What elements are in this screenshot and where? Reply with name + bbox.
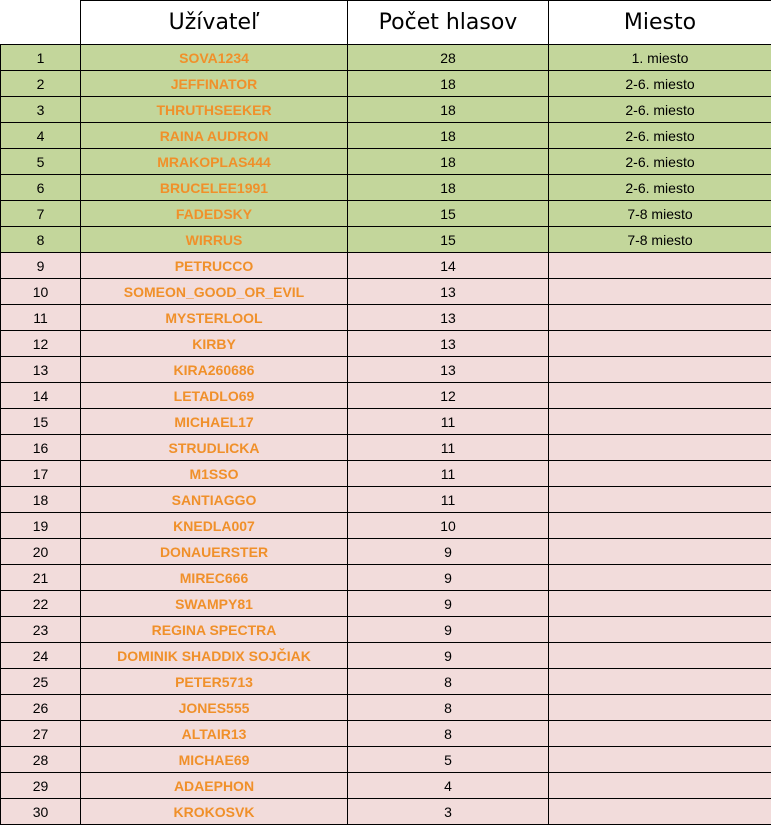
rank-cell: 24 <box>1 643 81 669</box>
username-cell: BRUCELEE1991 <box>81 175 348 201</box>
votes-cell: 13 <box>348 305 549 331</box>
username-cell: FADEDSKY <box>81 201 348 227</box>
username-cell: REGINA SPECTRA <box>81 617 348 643</box>
username-cell: KROKOSVK <box>81 799 348 825</box>
place-cell: 2-6. miesto <box>549 123 771 149</box>
username-cell: THRUTHSEEKER <box>81 97 348 123</box>
votes-cell: 18 <box>348 149 549 175</box>
table-row <box>1 409 771 435</box>
username-cell: MRAKOPLAS444 <box>81 149 348 175</box>
table-row <box>1 123 771 149</box>
rank-cell: 1 <box>1 45 81 71</box>
table-row <box>1 487 771 513</box>
username-cell: SWAMPY81 <box>81 591 348 617</box>
place-cell: 2-6. miesto <box>549 97 771 123</box>
votes-cell: 18 <box>348 97 549 123</box>
rank-cell: 21 <box>1 565 81 591</box>
username-cell: PETER5713 <box>81 669 348 695</box>
header-row <box>1 1 771 45</box>
table-row <box>1 435 771 461</box>
votes-cell: 13 <box>348 357 549 383</box>
table-row <box>1 799 771 825</box>
table-row <box>1 305 771 331</box>
table-row <box>1 747 771 773</box>
votes-cell: 18 <box>348 71 549 97</box>
votes-cell: 8 <box>348 695 549 721</box>
votes-cell: 14 <box>348 253 549 279</box>
rank-cell: 30 <box>1 799 81 825</box>
table-row <box>1 383 771 409</box>
votes-cell: 9 <box>348 617 549 643</box>
place-cell <box>549 617 771 643</box>
username-cell: DONAUERSTER <box>81 539 348 565</box>
results-body <box>1 45 771 825</box>
table-row <box>1 201 771 227</box>
username-cell: SOMEON_GOOD_OR_EVIL <box>81 279 348 305</box>
rank-cell: 27 <box>1 721 81 747</box>
table-row <box>1 45 771 71</box>
table-row <box>1 669 771 695</box>
rank-cell: 5 <box>1 149 81 175</box>
place-cell <box>549 331 771 357</box>
username-cell: MYSTERLOOL <box>81 305 348 331</box>
rank-cell: 22 <box>1 591 81 617</box>
rank-cell: 2 <box>1 71 81 97</box>
table-row <box>1 591 771 617</box>
place-cell <box>549 253 771 279</box>
table-row <box>1 357 771 383</box>
rank-cell: 23 <box>1 617 81 643</box>
username-cell: M1SSO <box>81 461 348 487</box>
rank-cell: 13 <box>1 357 81 383</box>
table-row <box>1 227 771 253</box>
username-cell: ADAEPHON <box>81 773 348 799</box>
place-cell <box>549 565 771 591</box>
username-cell: MICHAE69 <box>81 747 348 773</box>
place-cell <box>549 487 771 513</box>
table-row <box>1 97 771 123</box>
header-votes: Počet hlasov <box>348 1 549 45</box>
table-row <box>1 773 771 799</box>
table-row <box>1 617 771 643</box>
rank-cell: 11 <box>1 305 81 331</box>
votes-cell: 10 <box>348 513 549 539</box>
votes-cell: 9 <box>348 591 549 617</box>
place-cell <box>549 357 771 383</box>
table-row <box>1 539 771 565</box>
table-row <box>1 643 771 669</box>
place-cell <box>549 669 771 695</box>
rank-cell: 6 <box>1 175 81 201</box>
place-cell: 2-6. miesto <box>549 175 771 201</box>
username-cell: STRUDLICKA <box>81 435 348 461</box>
place-cell <box>549 305 771 331</box>
header-user: Užívateľ <box>81 1 348 45</box>
place-cell: 7-8 miesto <box>549 201 771 227</box>
votes-cell: 8 <box>348 721 549 747</box>
votes-cell: 12 <box>348 383 549 409</box>
table-row <box>1 71 771 97</box>
place-cell <box>549 721 771 747</box>
place-cell <box>549 643 771 669</box>
place-cell: 7-8 miesto <box>549 227 771 253</box>
rank-cell: 10 <box>1 279 81 305</box>
votes-cell: 11 <box>348 435 549 461</box>
votes-cell: 4 <box>348 773 549 799</box>
votes-cell: 15 <box>348 227 549 253</box>
votes-cell: 5 <box>348 747 549 773</box>
votes-cell: 8 <box>348 669 549 695</box>
place-cell <box>549 435 771 461</box>
table-row <box>1 695 771 721</box>
place-cell <box>549 695 771 721</box>
place-cell <box>549 279 771 305</box>
username-cell: JEFFINATOR <box>81 71 348 97</box>
rank-cell: 19 <box>1 513 81 539</box>
rank-cell: 9 <box>1 253 81 279</box>
rank-cell: 8 <box>1 227 81 253</box>
place-cell <box>549 383 771 409</box>
place-cell <box>549 409 771 435</box>
votes-cell: 13 <box>348 331 549 357</box>
rank-cell: 17 <box>1 461 81 487</box>
table-row <box>1 721 771 747</box>
votes-cell: 18 <box>348 123 549 149</box>
username-cell: JONES555 <box>81 695 348 721</box>
rank-cell: 28 <box>1 747 81 773</box>
rank-cell: 3 <box>1 97 81 123</box>
votes-cell: 11 <box>348 487 549 513</box>
place-cell <box>549 591 771 617</box>
votes-cell: 15 <box>348 201 549 227</box>
rank-cell: 18 <box>1 487 81 513</box>
rank-cell: 15 <box>1 409 81 435</box>
votes-cell: 9 <box>348 643 549 669</box>
table-row <box>1 175 771 201</box>
username-cell: MICHAEL17 <box>81 409 348 435</box>
username-cell: KIRA260686 <box>81 357 348 383</box>
votes-cell: 13 <box>348 279 549 305</box>
place-cell <box>549 747 771 773</box>
table-row <box>1 461 771 487</box>
username-cell: KNEDLA007 <box>81 513 348 539</box>
username-cell: WIRRUS <box>81 227 348 253</box>
username-cell: LETADLO69 <box>81 383 348 409</box>
table-row <box>1 565 771 591</box>
rank-cell: 26 <box>1 695 81 721</box>
place-cell: 2-6. miesto <box>549 71 771 97</box>
place-cell <box>549 799 771 825</box>
votes-cell: 18 <box>348 175 549 201</box>
votes-cell: 11 <box>348 461 549 487</box>
table-row <box>1 279 771 305</box>
username-cell: SANTIAGGO <box>81 487 348 513</box>
username-cell: MIREC666 <box>81 565 348 591</box>
header-rank-cell <box>1 1 81 45</box>
rank-cell: 20 <box>1 539 81 565</box>
username-cell: RAINA AUDRON <box>81 123 348 149</box>
place-cell: 1. miesto <box>549 45 771 71</box>
username-cell: PETRUCCO <box>81 253 348 279</box>
votes-cell: 9 <box>348 565 549 591</box>
username-cell: SOVA1234 <box>81 45 348 71</box>
place-cell <box>549 513 771 539</box>
place-cell <box>549 539 771 565</box>
rank-cell: 16 <box>1 435 81 461</box>
votes-cell: 9 <box>348 539 549 565</box>
username-cell: KIRBY <box>81 331 348 357</box>
username-cell: ALTAIR13 <box>81 721 348 747</box>
table-row <box>1 253 771 279</box>
rank-cell: 7 <box>1 201 81 227</box>
rank-cell: 14 <box>1 383 81 409</box>
table-row <box>1 331 771 357</box>
place-cell <box>549 461 771 487</box>
username-cell: DOMINIK SHADDIX SOJČIAK <box>81 643 348 669</box>
table-row <box>1 149 771 175</box>
rank-cell: 25 <box>1 669 81 695</box>
table-row <box>1 513 771 539</box>
rank-cell: 4 <box>1 123 81 149</box>
rank-cell: 29 <box>1 773 81 799</box>
place-cell <box>549 773 771 799</box>
place-cell: 2-6. miesto <box>549 149 771 175</box>
rank-cell: 12 <box>1 331 81 357</box>
votes-cell: 11 <box>348 409 549 435</box>
header-place: Miesto <box>549 1 771 45</box>
votes-cell: 28 <box>348 45 549 71</box>
votes-cell: 3 <box>348 799 549 825</box>
